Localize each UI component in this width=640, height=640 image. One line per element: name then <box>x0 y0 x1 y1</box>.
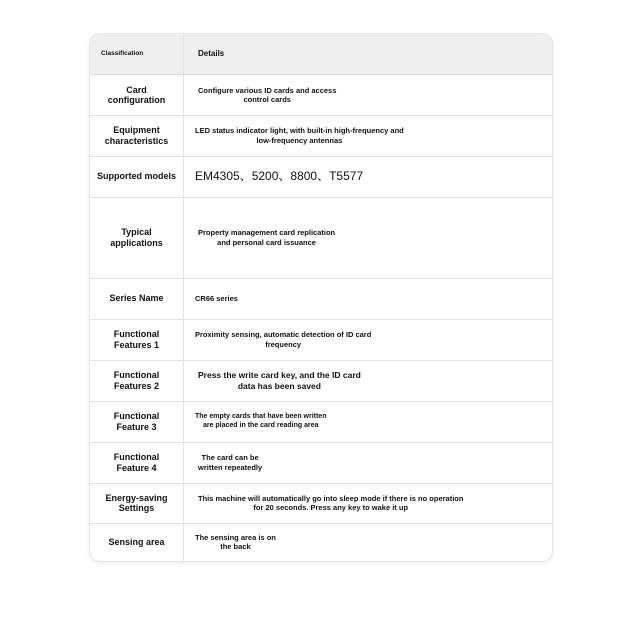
row-label: Sensing area <box>108 536 165 547</box>
row-value-cell <box>184 483 552 523</box>
table-row-card-configuration <box>90 75 552 116</box>
table-row-equipment-characteristics <box>90 115 552 157</box>
row-value: CR66 series <box>195 293 238 303</box>
table-row-functional-features-2 <box>90 360 552 402</box>
row-value-cell <box>184 319 552 360</box>
row-value-cell <box>184 401 552 442</box>
row-value-cell <box>184 115 552 156</box>
row-value-cell <box>184 442 552 483</box>
row-label: Card configuration <box>107 84 166 105</box>
table-row-series-name <box>90 278 552 320</box>
row-value: This machine will automatically go into sleep mode if there is no operation for 20 seconds. Press any key to wake it up <box>198 493 464 512</box>
row-value: Press the write card key, and the ID card data has been saved <box>198 369 361 391</box>
spec-table <box>90 34 552 561</box>
row-value-cell <box>184 75 552 115</box>
row-value: LED status indicator light, with built-in high-frequency and low-frequency antennas <box>195 126 404 145</box>
row-label: Functional Features 2 <box>113 370 160 391</box>
row-value: EM4305、5200、8800、T5577 <box>195 169 364 183</box>
row-label: Functional Features 1 <box>113 329 160 350</box>
row-value: Proximity sensing, automatic detection of ID card frequency <box>195 330 372 349</box>
row-value-cell <box>184 156 552 197</box>
table-row-supported-models <box>90 156 552 198</box>
row-value-cell <box>184 278 552 319</box>
row-value: The empty cards that have been written are placed in the card reading area <box>195 412 327 429</box>
row-label: Energy-saving Settings <box>105 492 168 513</box>
row-label: Series Name <box>109 293 164 304</box>
row-value-cell <box>184 523 552 561</box>
table-header <box>90 34 552 75</box>
table-row-functional-feature-3 <box>90 401 552 443</box>
row-label: Functional Feature 3 <box>113 411 160 432</box>
row-label: Equipment characteristics <box>104 125 169 146</box>
row-label: Typical applications <box>110 227 163 248</box>
row-label: Functional Feature 4 <box>113 452 160 473</box>
table-row-functional-features-1 <box>90 319 552 361</box>
table-row-sensing-area <box>90 523 552 561</box>
table-row-functional-feature-4 <box>90 442 552 484</box>
table-row-energy-saving-settings <box>90 483 552 524</box>
row-value-cell <box>184 197 552 278</box>
row-value: The sensing area is on the back <box>195 532 276 551</box>
header-details: Details <box>198 49 225 58</box>
row-value: The card can be written repeatedly <box>198 453 263 472</box>
row-value: Property management card replication and personal card issuance <box>198 228 336 247</box>
row-value: Configure various ID cards and access control cards <box>198 85 337 104</box>
row-value-cell <box>184 360 552 401</box>
table-row-typical-applications <box>90 197 552 279</box>
header-classification: Classification <box>101 50 144 57</box>
row-label: Supported models <box>96 171 176 182</box>
